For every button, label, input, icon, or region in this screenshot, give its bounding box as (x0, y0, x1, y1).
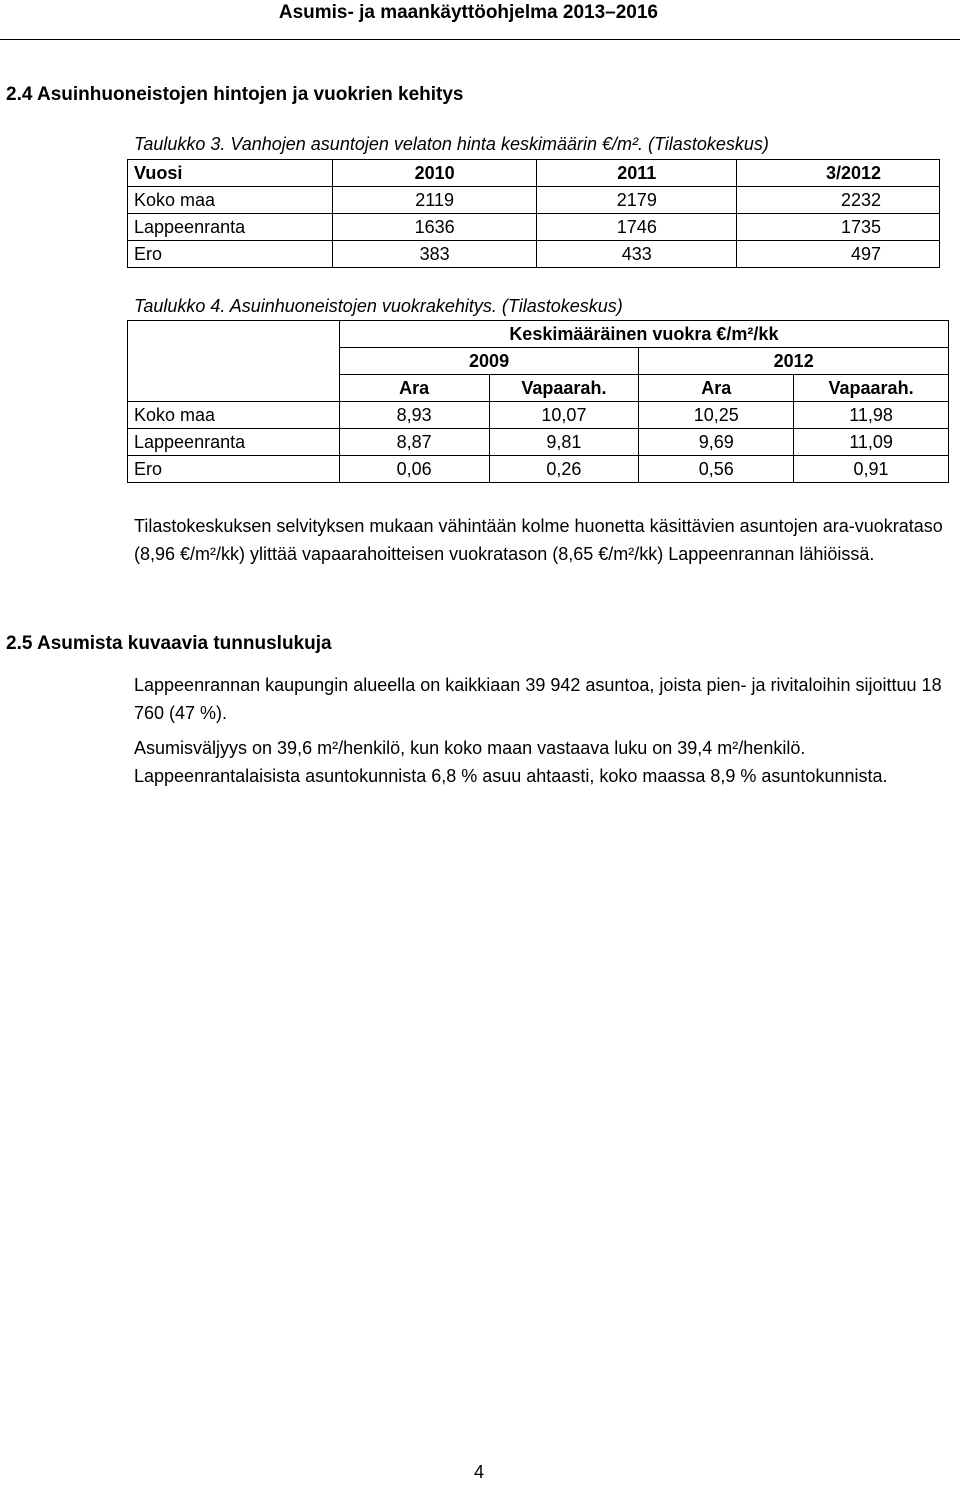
table4-subheader: Ara (339, 375, 489, 402)
paragraph-housing-count: Lappeenrannan kaupungin alueella on kaikkiaan 39 942 asuntoa, joista pien- ja rivitaloihin sijoittuu 18 760 (47 %). (134, 675, 942, 723)
table4-cell: 11,98 (794, 402, 949, 429)
section-heading-2-5: 2.5 Asumista kuvaavia tunnuslukuja (6, 633, 332, 654)
table3-cell: Koko maa (128, 187, 333, 214)
table4-year-2012: 2012 (639, 348, 949, 375)
table3-header-cell: 2011 (537, 160, 737, 187)
table4-group-header: Keskimääräinen vuokra €/m²/kk (339, 321, 948, 348)
table4-cell: 10,25 (639, 402, 794, 429)
paragraph-living-space: Asumisväljyys on 39,6 m²/henkilö, kun koko maan vastaava luku on 39,4 m²/henkilö. Lappeenrantalaisista asuntokunnista 6,8 % asuu ahtaasti, koko maassa 8,9 % asuntokunnista. (134, 738, 888, 786)
table4-cell: 9,81 (489, 429, 639, 456)
table4-cell: 11,09 (794, 429, 949, 456)
table4-cell: 9,69 (639, 429, 794, 456)
table3-cell: 497 (737, 241, 940, 268)
table-row (128, 402, 949, 429)
table3-cell: 2232 (737, 187, 940, 214)
table4-year-2009: 2009 (339, 348, 639, 375)
table4-caption: Taulukko 4. Asuinhuoneistojen vuokrakehitys. (Tilastokeskus) (134, 296, 623, 316)
table-row (128, 429, 949, 456)
header-divider (0, 39, 960, 40)
table-row (128, 456, 949, 483)
table4-group-header-row (128, 321, 949, 348)
table3-cell: 433 (537, 241, 737, 268)
table3-cell: Lappeenranta (128, 214, 333, 241)
table4-subheader: Ara (639, 375, 794, 402)
table4-corner-cell (128, 321, 340, 402)
table4-subheader: Vapaarah. (794, 375, 949, 402)
table4-cell: 0,06 (339, 456, 489, 483)
document-header-title: Asumis- ja maankäyttöohjelma 2013–2016 (278, 2, 658, 23)
table3-header-cell: 3/2012 (737, 160, 940, 187)
table3-cell: 1746 (537, 214, 737, 241)
table3-cell: 1636 (332, 214, 537, 241)
paragraph-rent-levels: Tilastokeskuksen selvityksen mukaan vähintään kolme huonetta käsittävien asuntojen ara-vuokrataso (8,96 €/m²/kk) ylittää vapaarahoitteisen vuokratason (8,65 €/m²/kk) Lappeenrannan lähiöissä. (134, 516, 943, 564)
table3-cell: 1735 (737, 214, 940, 241)
table4-cell: Ero (128, 456, 340, 483)
table3-cell: 2119 (332, 187, 537, 214)
table4-cell: Koko maa (128, 402, 340, 429)
table4-cell: 8,93 (339, 402, 489, 429)
table4-cell: 10,07 (489, 402, 639, 429)
table4-cell: 0,26 (489, 456, 639, 483)
table3-cell: Ero (128, 241, 333, 268)
table3-caption: Taulukko 3. Vanhojen asuntojen velaton hinta keskimäärin €/m². (Tilastokeskus) (134, 134, 769, 154)
table4-cell: Lappeenranta (128, 429, 340, 456)
table3-header-cell: 2010 (332, 160, 537, 187)
table3-header-cell: Vuosi (128, 160, 333, 187)
table3-header-row (128, 160, 940, 187)
table3-cell: 383 (332, 241, 537, 268)
table4-cell: 8,87 (339, 429, 489, 456)
table4-subheader: Vapaarah. (489, 375, 639, 402)
section-heading-2-4: 2.4 Asuinhuoneistojen hintojen ja vuokrien kehitys (6, 84, 464, 105)
table3-cell: 2179 (537, 187, 737, 214)
page-number: 4 (474, 1462, 485, 1482)
table-row (128, 187, 940, 214)
table4-cell: 0,91 (794, 456, 949, 483)
table-row (128, 241, 940, 268)
table-row (128, 214, 940, 241)
table4-cell: 0,56 (639, 456, 794, 483)
table4-rent-table (127, 320, 949, 483)
table3-price-table (127, 159, 940, 268)
